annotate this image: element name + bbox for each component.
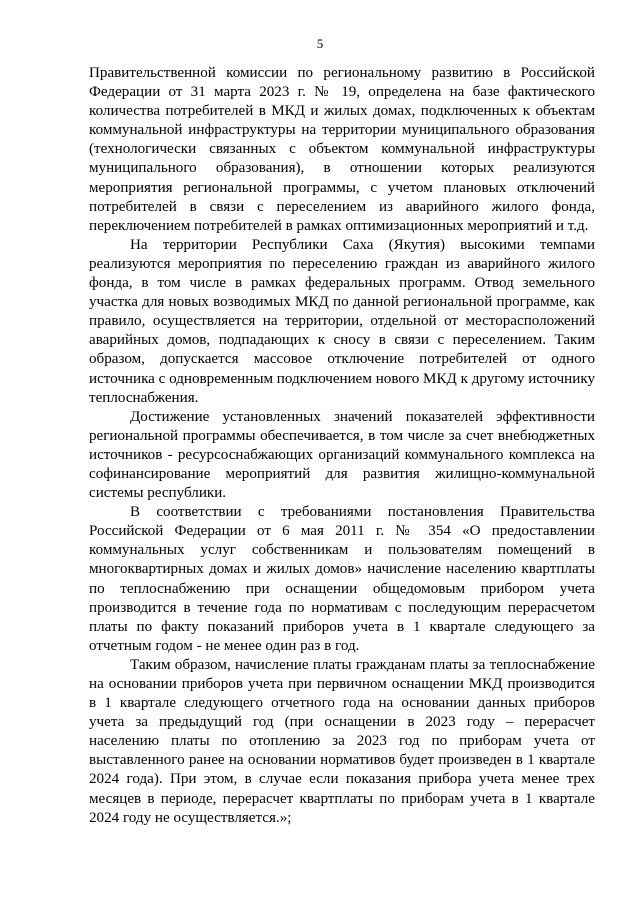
paragraph: На территории Республики Саха (Якутия) высокими темпами реализуются мероприятия по переселению граждан из аварийного жилого фонда, в том числе в рамках федеральных программ. Отвод земельного участка для новых возводимых МКД по данной региональной программе, как правило, осуществляется на территории, отдельной от месторасположений аварийных домов, подпадающих к сносу в связи с переселением. Таким образом, допускается массовое отключение потребителей от одного источника с одновременным подключением нового МКД к другому источнику теплоснабжения.: [89, 236, 595, 406]
page-number: 5: [316, 36, 324, 51]
paragraph: В соответствии с требованиями постановления Правительства Российской Федерации от 6 мая 2011 г. № 354 «О предоставлении коммунальных услуг собственникам и пользователям помещений в многоквартирных домах и жилых домов» начисление населению квартплаты по теплоснабжению при оснащении общедомовым прибором учета производится в течение года по нормативам с последующим перерасчетом платы по факту показаний приборов учета в 1 квартале следующего за отчетным годом - не менее один раз в год.: [89, 504, 595, 654]
paragraph: Достижение установленных значений показателей эффективности региональной программы обеспечивается, в том числе за счет внебюджетных источников - ресурсоснабжающих организаций коммунального комплекса на софинансирование мероприятий для развития жилищно-коммунальной системы республики.: [89, 408, 595, 502]
paragraph: Таким образом, начисление платы гражданам платы за теплоснабжение на основании приборов учета при первичном оснащении МКД производится в 1 квартале следующего отчетного года на основании данных приборов учета за предыдущий год (при оснащении в 2023 году – перерасчет населению платы по отоплению за 2023 год по приборам учета от выставленного ранее на основании нормативов будет произведен в 1 квартале 2024 года). При этом, в случае если показания прибора учета менее трех месяцев в периоде, перерасчет квартплаты по приборам учета в 1 квартале 2024 году не осуществляется.»;: [89, 656, 595, 826]
document-body: [89, 64, 595, 828]
paragraph: Правительственной комиссии по региональному развитию в Российской Федерации от 31 марта 2023 г. № 19, определена на базе фактического количества потребителей в МКД и жилых домах, подключенных к объектам коммунальной инфраструктуры на территории муниципального образования (технологически связанных с объектом коммунальной инфраструктуры муниципального образования), в отношении которых реализуются мероприятия региональной программы, с учетом плановых отключений потребителей в связи с переселением из аварийного жилого фонда, переключением потребителей в рамках оптимизационных мероприятий и т.д.: [89, 65, 595, 234]
